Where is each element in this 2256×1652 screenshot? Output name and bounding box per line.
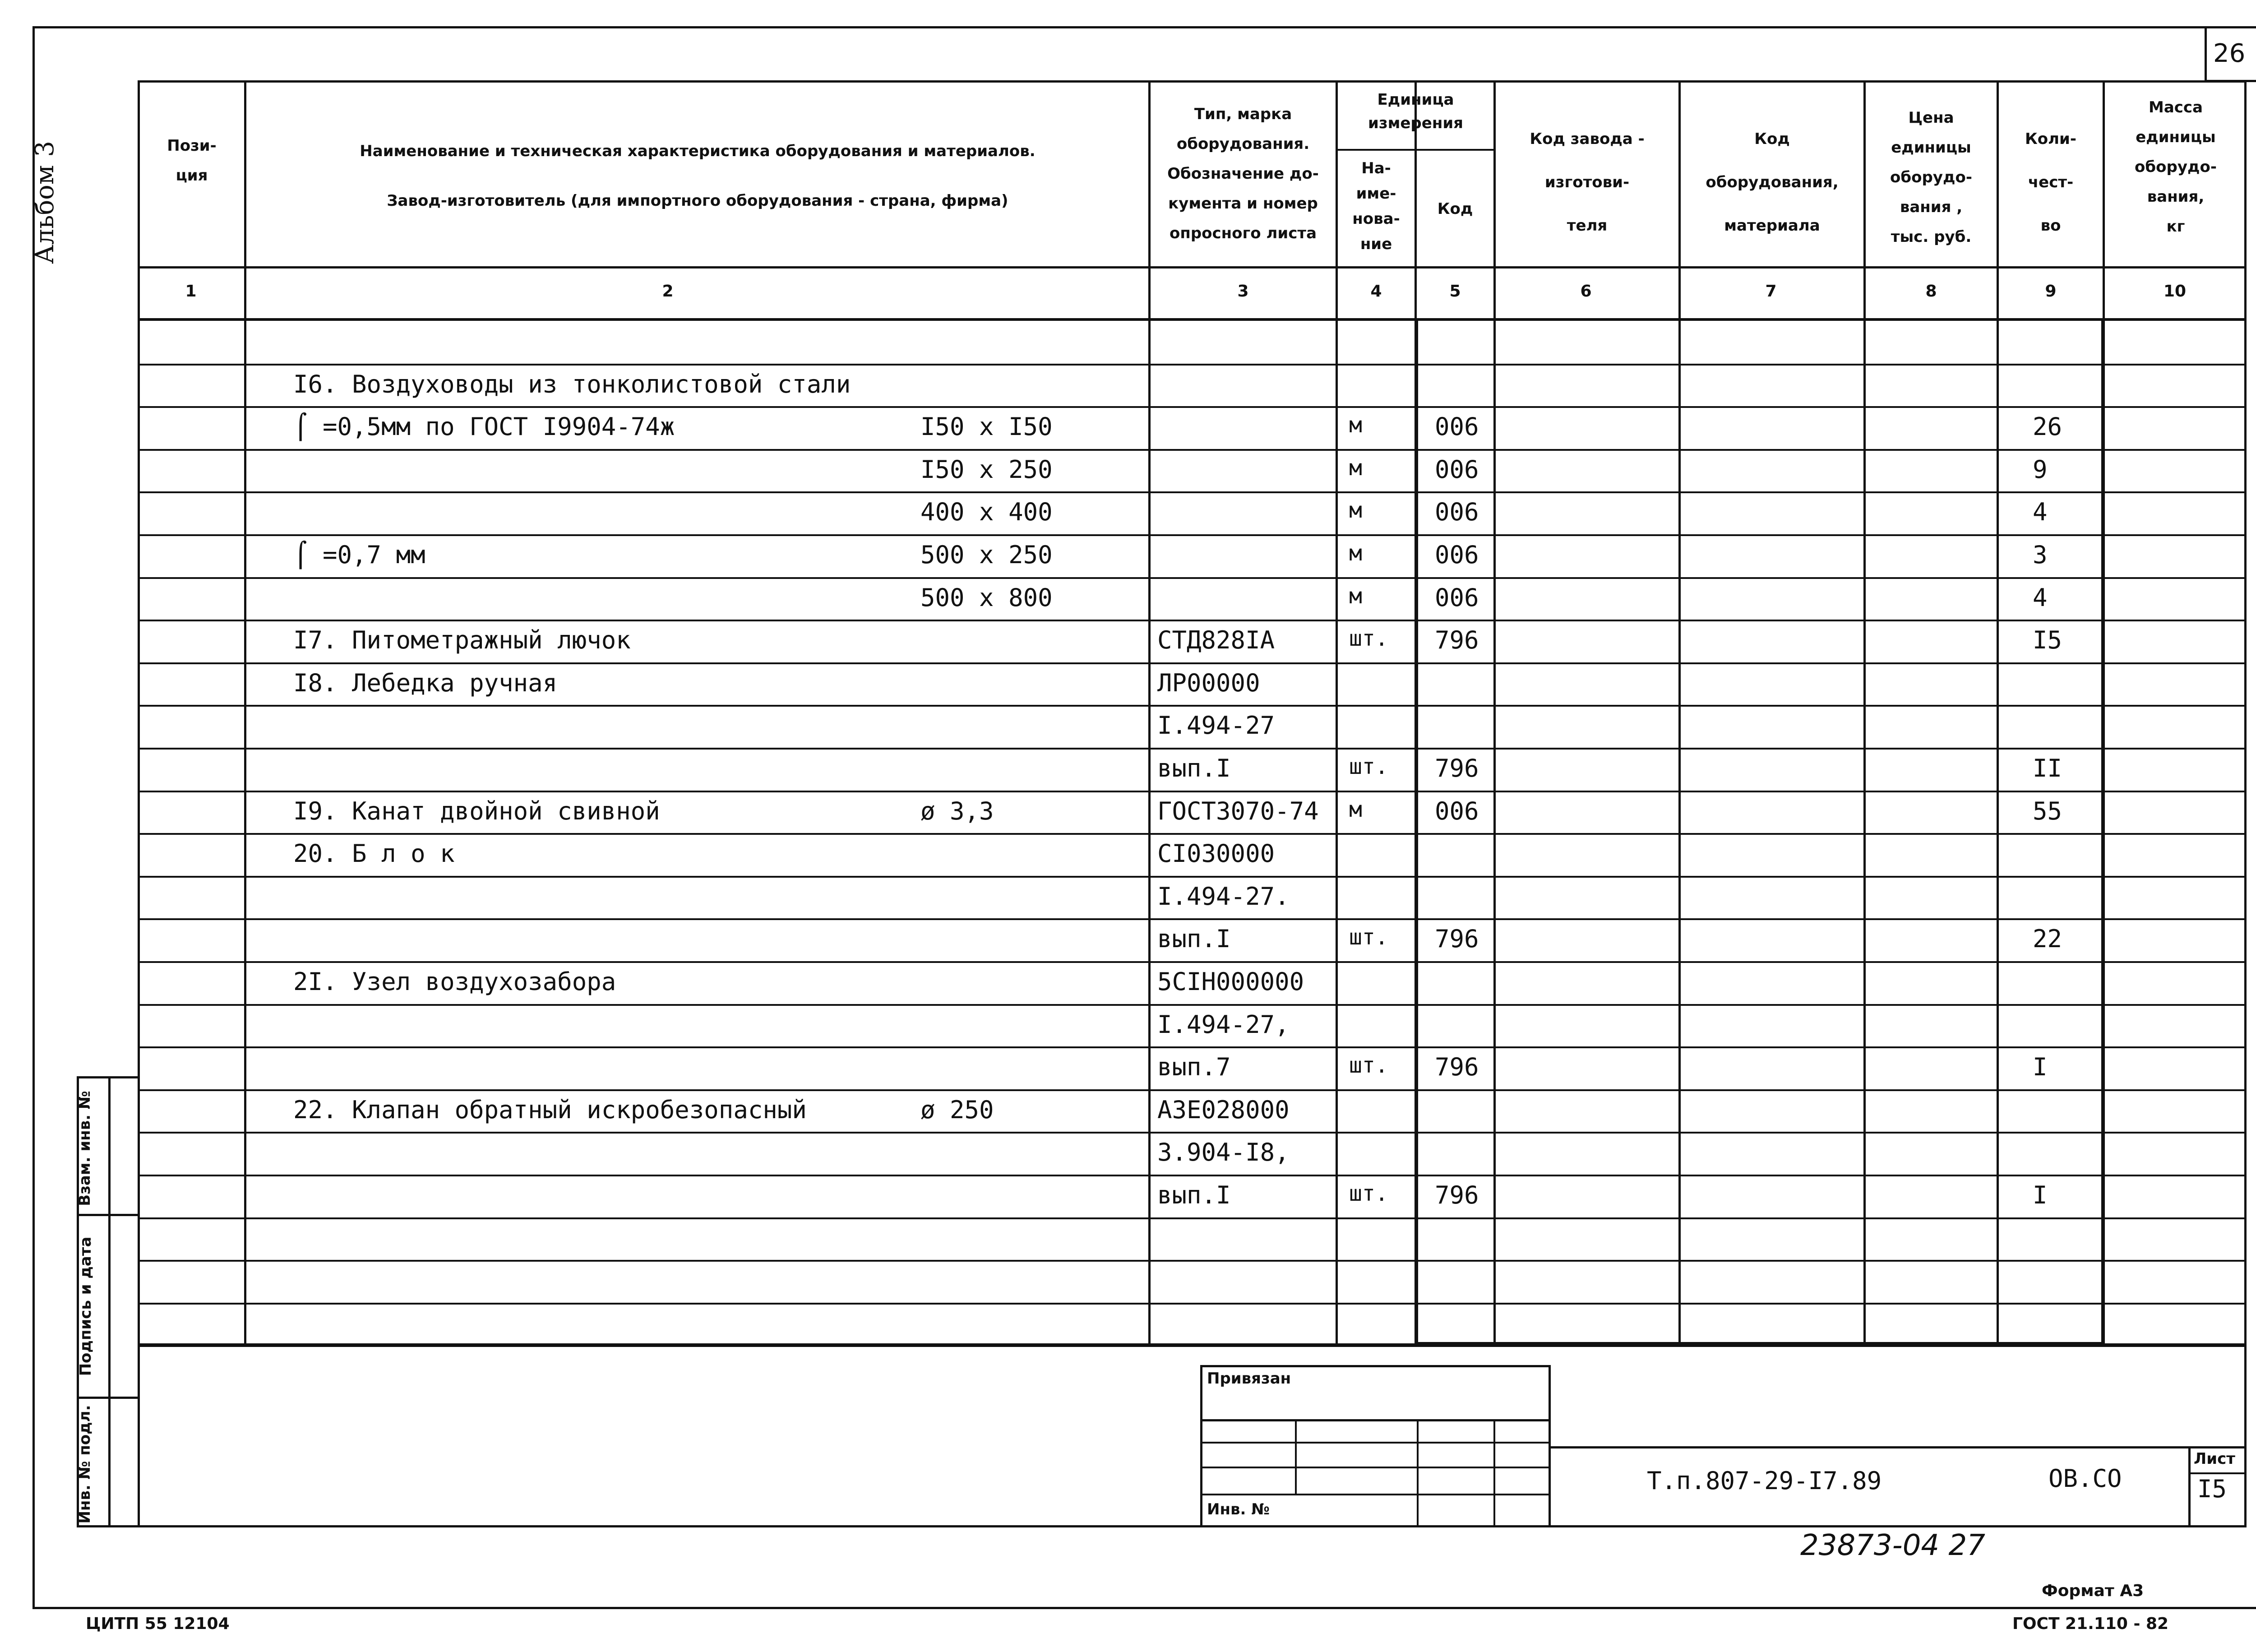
header-col7: Код оборудования, материала <box>1706 130 1839 235</box>
cell-type: ГОСТ3070-74 <box>1157 797 1319 825</box>
cell-unit: шт. <box>1349 1181 1388 1206</box>
cell-qty: 55 <box>2033 797 2062 825</box>
cell-qty: 4 <box>2033 498 2048 526</box>
cell-unit: м <box>1349 541 1362 566</box>
cell-qty: 3 <box>2033 541 2048 569</box>
cell-type: вып.I <box>1157 1181 1231 1209</box>
row-line <box>138 833 2247 835</box>
row-line <box>138 705 2247 707</box>
header-col2: Наименование и техническая характеристика оборудования и материалов. Завод-изготовитель (для импортного оборудования - страна, фирма) <box>360 142 1036 210</box>
footer-left: ЦИТП 55 12104 <box>86 1615 230 1633</box>
cell-name: I9. Канат двойной свивной <box>293 797 660 825</box>
cell-type: вып.7 <box>1157 1053 1231 1081</box>
header-col10: Масса единицы оборудо- вания, кг <box>2135 98 2217 236</box>
colnum-7: 7 <box>1765 282 1777 301</box>
header-col1: Пози- ция <box>167 137 217 185</box>
cell-qty: 22 <box>2033 925 2062 953</box>
cell-unit: шт. <box>1349 626 1388 651</box>
cell-unit: м <box>1349 583 1362 609</box>
cell-name: ⌠ =0,7 мм <box>293 541 425 569</box>
footer-right: ГОСТ 21.110 - 82 <box>2012 1615 2169 1633</box>
stamp-vzam-inv: Взам. инв. № <box>76 1091 94 1206</box>
cell-code: 796 <box>1435 925 1479 953</box>
cell-dim: I50 х I50 <box>920 412 1053 441</box>
row-line <box>138 1260 2247 1262</box>
cell-qty: I <box>2033 1053 2048 1081</box>
cell-code: 796 <box>1435 1181 1479 1209</box>
cell-name: I7. Питометражный лючок <box>293 626 631 654</box>
privyazan-label: Привязан <box>1207 1370 1291 1388</box>
cell-code: 006 <box>1435 455 1479 484</box>
row-line <box>138 577 2247 579</box>
album-label: Альбом 3 <box>30 141 60 264</box>
row-line <box>138 662 2247 664</box>
cell-type: вып.I <box>1157 754 1231 782</box>
row-line <box>138 620 2247 621</box>
cell-dim: ø 250 <box>920 1096 994 1124</box>
cell-code: 006 <box>1435 498 1479 526</box>
colnum-3: 3 <box>1237 282 1249 301</box>
colnum-1: 1 <box>185 282 197 301</box>
row-line <box>138 1132 2247 1134</box>
cell-type: 3.904-I8, <box>1157 1138 1290 1166</box>
cell-code: 006 <box>1435 583 1479 612</box>
sheet-label: Лист <box>2194 1450 2235 1468</box>
colnum-5: 5 <box>1449 282 1461 301</box>
header-col9: Коли- чест- во <box>2025 130 2076 235</box>
cell-qty: 4 <box>2033 583 2048 612</box>
row-line <box>138 1217 2247 1219</box>
colnum-10: 10 <box>2163 282 2187 301</box>
sheet-number: I5 <box>2197 1475 2227 1503</box>
stamp-inv-podl: Инв. № подл. <box>76 1405 94 1524</box>
page-number-top: 26 <box>2213 39 2246 68</box>
cell-qty: 9 <box>2033 455 2048 484</box>
cell-type: ЛР00000 <box>1157 669 1260 697</box>
cell-unit: м <box>1349 412 1362 438</box>
cell-type: I.494-27. <box>1157 882 1290 911</box>
header-col8: Цена единицы оборудо- вания , тыс. руб. <box>1890 109 1972 246</box>
header-col3: Тип, марка оборудования. Обозначение до- кумента и номер опросного листа <box>1167 105 1319 242</box>
cell-type: СI030000 <box>1157 839 1275 868</box>
header-col6: Код завода - изготови- теля <box>1530 130 1645 235</box>
cell-type: СТД828IА <box>1157 626 1275 654</box>
row-line <box>138 449 2247 451</box>
cell-qty: 26 <box>2033 412 2062 441</box>
header-col4: На- име- нова- ние <box>1352 159 1400 253</box>
header-col5: Код <box>1437 200 1473 218</box>
cell-code: 796 <box>1435 626 1479 654</box>
row-line <box>138 1004 2247 1006</box>
cell-dim: ø 3,3 <box>920 797 994 825</box>
cell-dim: 500 х 250 <box>920 541 1053 569</box>
cell-dim: 500 х 800 <box>920 583 1053 612</box>
colnum-4: 4 <box>1370 282 1382 301</box>
cell-type: I.494-27 <box>1157 711 1275 740</box>
row-line <box>138 1303 2247 1305</box>
colnum-6: 6 <box>1580 282 1592 301</box>
cell-unit: м <box>1349 498 1362 523</box>
colnum-9: 9 <box>2045 282 2057 301</box>
cell-type: 5СIН000000 <box>1157 967 1304 996</box>
colnum-8: 8 <box>1925 282 1937 301</box>
handwritten-number: 23873-04 27 <box>1800 1529 1985 1562</box>
cell-type: АЗЕ028000 <box>1157 1096 1290 1124</box>
cell-qty: II <box>2033 754 2062 782</box>
cell-unit: шт. <box>1349 1053 1388 1078</box>
stamp-podpis-data: Подпись и дата <box>77 1236 95 1376</box>
row-line <box>138 364 2247 366</box>
heavy-block <box>1415 318 2105 1346</box>
row-line <box>138 876 2247 878</box>
cell-code: 006 <box>1435 412 1479 441</box>
cell-unit: м <box>1349 797 1362 822</box>
colnum-2: 2 <box>662 282 674 301</box>
row-line <box>138 961 2247 963</box>
title-block <box>138 1343 2247 1527</box>
cell-type: I.494-27, <box>1157 1010 1290 1039</box>
designation: Т.п.807-29-I7.89 <box>1647 1467 1882 1495</box>
cell-qty: I <box>2033 1181 2048 1209</box>
row-line <box>138 1175 2247 1176</box>
cell-unit: м <box>1349 455 1362 481</box>
cell-name: I6. Воздуховоды из тонколистовой стали <box>293 370 851 398</box>
inv-no-label: Инв. № <box>1207 1500 1270 1518</box>
cell-name: I8. Лебедка ручная <box>293 669 558 697</box>
cell-name: ⌠ =0,5мм по ГОСТ I9904-74ж <box>293 412 675 441</box>
row-line <box>138 406 2247 408</box>
cell-code: 006 <box>1435 541 1479 569</box>
row-line <box>138 918 2247 920</box>
format-label: Формат А3 <box>2042 1582 2144 1600</box>
row-line <box>138 748 2247 750</box>
cell-dim: I50 х 250 <box>920 455 1053 484</box>
row-line <box>138 1046 2247 1048</box>
cell-unit: шт. <box>1349 754 1388 779</box>
cell-name: 2I. Узел воздухозабора <box>293 967 616 996</box>
cell-name: 20. Б л о к <box>293 839 455 868</box>
cell-dim: 400 х 400 <box>920 498 1053 526</box>
cell-code: 796 <box>1435 1053 1479 1081</box>
cell-name: 22. Клапан обратный искробезопасный <box>293 1096 807 1124</box>
row-line <box>138 491 2247 493</box>
cell-unit: шт. <box>1349 925 1388 950</box>
header-unit: Единица измерения <box>1368 91 1463 132</box>
row-line <box>138 534 2247 536</box>
cell-code: 006 <box>1435 797 1479 825</box>
cell-code: 796 <box>1435 754 1479 782</box>
cell-type: вып.I <box>1157 925 1231 953</box>
row-line <box>138 1089 2247 1091</box>
cell-qty: I5 <box>2033 626 2062 654</box>
section-code: ОВ.СО <box>2048 1464 2122 1493</box>
row-line <box>138 791 2247 792</box>
